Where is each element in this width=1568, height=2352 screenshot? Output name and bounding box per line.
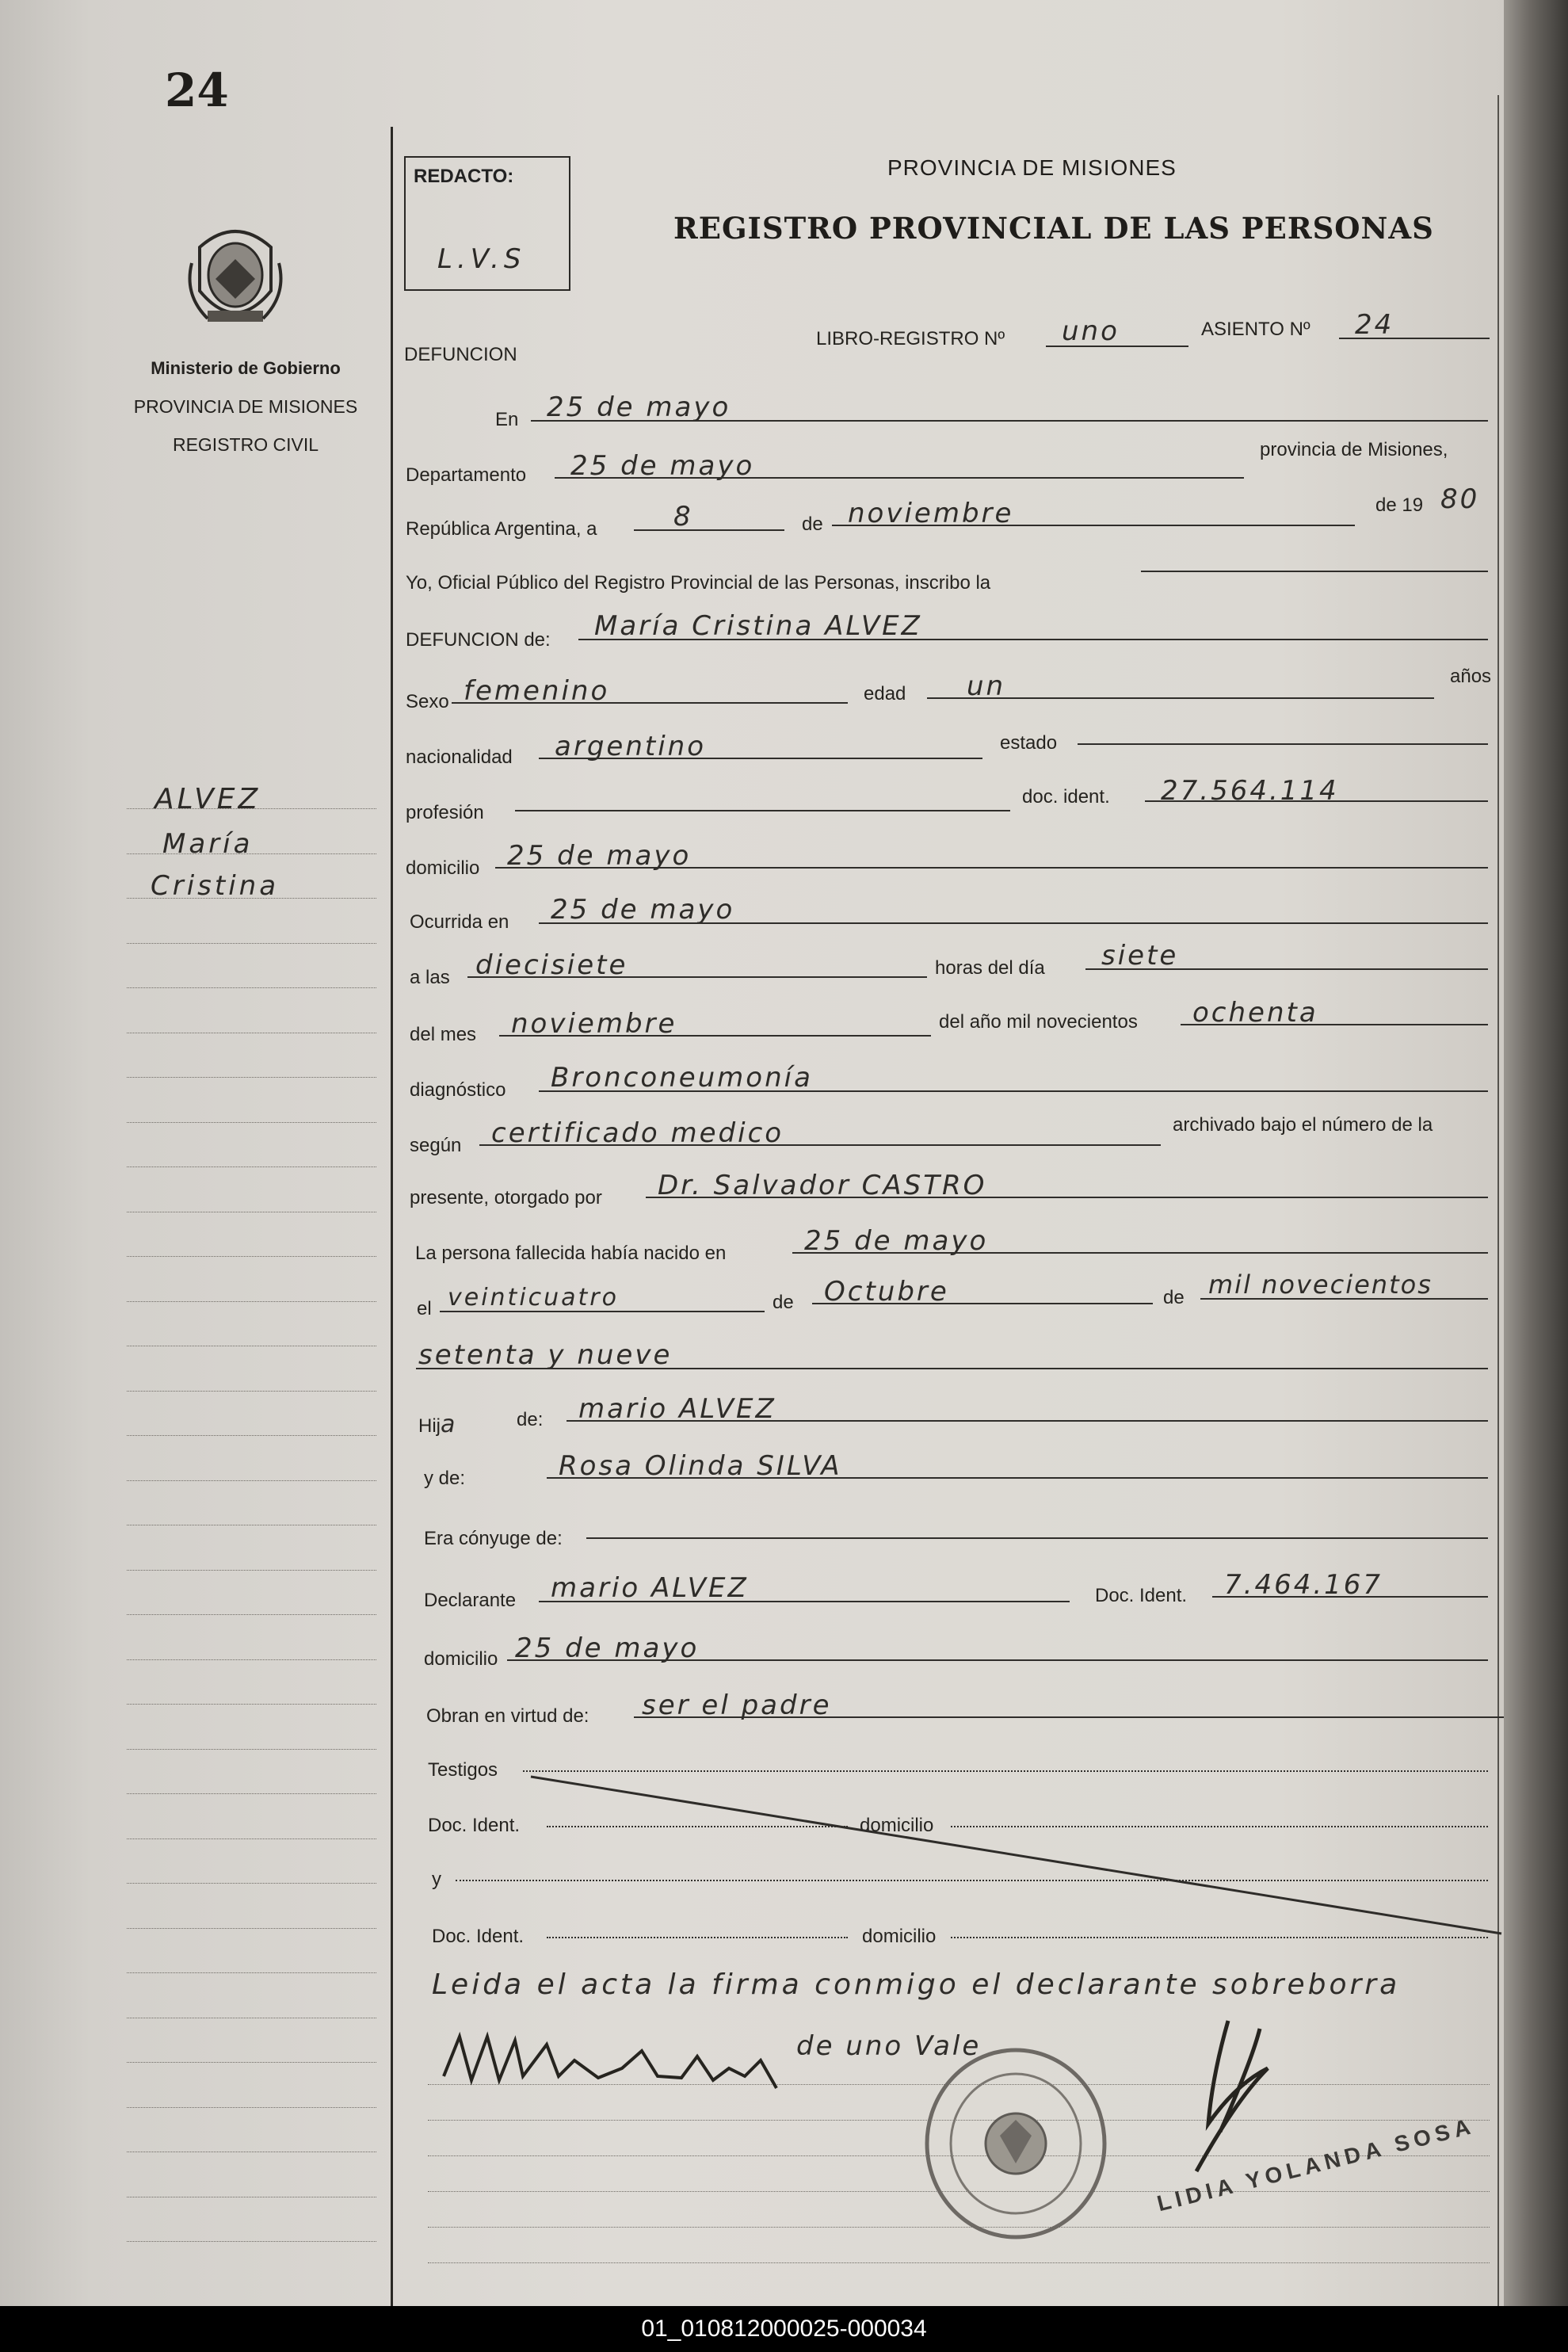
mes-line [832,525,1355,526]
edad-line [927,697,1434,699]
ministry-label: Ministerio de Gobierno [151,358,341,378]
libro-line [1046,346,1188,347]
anio-nac-line [416,1368,1488,1369]
left-column-rule [391,127,393,2306]
domicilio2-value: 25 de mayo [515,1632,700,1664]
domicilio-value: 25 de mayo [507,840,692,872]
domicilio3-label: domicilio [860,1815,934,1836]
sexo-value: femenino [464,675,610,707]
edad-label: edad [864,683,906,704]
doc-line [1145,800,1488,802]
declarante-line [539,1601,1070,1602]
margin-ruled-line [127,1525,376,1526]
registry-label: REGISTRO CIVIL [172,434,319,455]
redacto-box [404,156,570,291]
official-stamp-icon [921,2045,1111,2243]
dia-value: 8 [673,501,693,533]
y-label: y [432,1869,441,1890]
departamento-line [555,477,1244,479]
madre-value: Rosa Olinda SILVA [559,1450,842,1482]
doc-value: 27.564.114 [1161,775,1339,807]
docident2-label: Doc. Ident. [432,1926,525,1947]
redacto-label: REDACTO: [414,166,514,187]
provincia-suffix: provincia de Misiones, [1260,439,1448,460]
diagnostico-value: Bronconeumonía [551,1062,813,1094]
margin-ruled-line [127,1570,376,1571]
anio-mil-line [1181,1024,1488,1025]
margin-ruled-line [127,1391,376,1392]
margin-second-name: Cristina [151,870,280,902]
defuncion-heading: DEFUNCION [404,344,517,365]
defuncion-de-label: DEFUNCION de: [406,629,551,651]
presente-line [646,1197,1488,1198]
margin-ruled-line [127,1928,376,1930]
domicilio4-label: domicilio [862,1926,937,1947]
margin-ruled-line [127,1480,376,1482]
edad-value: un [967,670,1006,702]
form-ruled-line [428,2262,1490,2264]
delmes-value: noviembre [511,1008,677,1040]
page-number: 24 [165,63,229,117]
dia-line [634,529,784,531]
departamento-label: Departamento [406,464,527,486]
horas-line [1085,968,1488,970]
defuncion-de-line [578,639,1488,640]
deceased-name: María Cristina ALVEZ [594,610,922,642]
margin-ruled-line [127,1793,376,1795]
hij-label [418,1411,457,1438]
margin-surname: ALVEZ [155,783,261,815]
redacto-value: L.V.S [437,243,526,275]
anio-value: 80 [1440,483,1480,515]
archivado-label: archivado bajo el número de la [1173,1114,1433,1136]
en-label: En [495,409,519,430]
margin-ruled-line [127,1435,376,1437]
margin-ruled-line [127,2152,376,2153]
margin-ruled-line [127,1749,376,1751]
republica-label: República Argentina, a [406,518,597,540]
segun-value: certificado medico [491,1117,784,1149]
de3-value: mil novecientos [1208,1270,1433,1300]
margin-ruled-line [127,2107,376,2109]
estado-line [1078,743,1488,745]
margin-ruled-line [127,943,376,945]
margin-ruled-line [127,1077,376,1079]
departamento-value: 25 de mayo [570,450,755,482]
diagnostico-label: diagnóstico [410,1079,506,1101]
margin-ruled-line [127,1659,376,1661]
nacido-value: 25 de mayo [804,1225,989,1257]
province-label: PROVINCIA DE MISIONES [133,396,358,417]
declarante-doc-line [1212,1596,1488,1598]
estado-label: estado [1000,732,1058,754]
en-line [531,420,1488,422]
nacionalidad-line [539,758,982,759]
horas-label: horas del día [935,957,1045,979]
hij-prefix: Hij [418,1415,441,1437]
book-edge [1504,0,1568,2306]
asiento-value: 24 [1355,309,1394,341]
mes-value: noviembre [848,498,1014,529]
testigos-strike [523,1767,1504,1957]
margin-ruled-line [127,898,376,899]
margin-ruled-line [127,1838,376,1840]
domicilio2-label: domicilio [424,1648,498,1670]
doc-label: doc. ident. [1022,786,1110,808]
alas-line [467,976,927,978]
margin-ruled-line [127,2062,376,2064]
horas-value: siete [1101,940,1179,972]
oficial-text: Yo, Oficial Público del Registro Provincial de las Personas, inscribo la [406,572,991,594]
anio-label: de 19 [1375,494,1424,516]
margin-first-name: María [162,828,254,860]
asiento-label: ASIENTO Nº [1201,319,1310,340]
libro-label: LIBRO-REGISTRO Nº [816,328,1005,349]
margin-ruled-line [127,1346,376,1347]
obran-value: ser el padre [642,1690,832,1721]
header-province: PROVINCIA DE MISIONES [887,155,1177,180]
de2-line [812,1303,1153,1304]
sexo-label: Sexo [406,691,449,712]
nacionalidad-label: nacionalidad [406,746,513,768]
domicilio-line [495,867,1488,869]
domicilio-label: domicilio [406,857,480,879]
margin-ruled-line [127,2018,376,2019]
el-line [440,1311,765,1312]
oficial-line [1141,571,1488,572]
conyuge-line [586,1537,1488,1539]
diagnostico-line [539,1090,1488,1092]
margin-ruled-line [127,1166,376,1168]
coat-of-arms-icon [184,216,287,334]
segun-line [479,1144,1161,1146]
de3-label: de [1163,1287,1185,1308]
margin-ruled-line [127,1972,376,1974]
signatory-name: LIDIA YOLANDA SOSA [1154,2113,1478,2216]
declarante-doc-value: 7.464.167 [1224,1569,1383,1601]
margin-ruled-line [127,808,376,810]
presente-value: Dr. Salvador CASTRO [658,1170,987,1201]
obran-line [634,1716,1504,1718]
closing-text-2: de uno Vale [796,2030,982,2062]
anios-label: años [1450,666,1492,687]
ocurrida-label: Ocurrida en [410,911,509,933]
hij-suffix: a [441,1411,458,1438]
asiento-line [1339,338,1490,339]
profesion-label: profesión [406,802,484,823]
declarante-doc-label: Doc. Ident. [1095,1585,1188,1606]
alas-label: a las [410,967,450,988]
sexo-line [452,702,848,704]
anio-mil-label: del año mil novecientos [939,1011,1138,1033]
margin-ruled-line [127,987,376,989]
nacionalidad-value: argentino [555,731,706,762]
anio-mil-value: ochenta [1192,997,1318,1029]
declarante-value: mario ALVEZ [551,1572,749,1604]
de-label: de [802,514,823,535]
margin-ruled-line [127,853,376,855]
de2-value: Octubre [824,1276,949,1308]
header-title: REGISTRO PROVINCIAL DE LAS PERSONAS [673,211,1434,246]
docident1-label: Doc. Ident. [428,1815,521,1836]
ocurrida-value: 25 de mayo [551,894,735,926]
margin-ruled-line [127,1256,376,1258]
el-label: el [417,1298,432,1319]
presente-label: presente, otorgado por [410,1187,602,1208]
profesion-line [515,810,1010,811]
domicilio2-line [507,1659,1488,1661]
margin-ruled-line [127,1301,376,1303]
margin-ruled-line [127,2241,376,2243]
yde-label: y de: [424,1468,466,1489]
el-value: veinticuatro [448,1284,619,1312]
en-value: 25 de mayo [547,391,731,423]
declarante-label: Declarante [424,1590,517,1611]
filename-caption: 01_010812000025-000034 [0,2306,1568,2352]
margin-ruled-line [127,1614,376,1616]
margin-ruled-line [127,2197,376,2198]
segun-label: según [410,1135,462,1156]
margin-ruled-line [127,1033,376,1034]
right-border-rule [1497,95,1499,2306]
de3-line [1200,1298,1488,1300]
libro-value: uno [1062,315,1120,347]
madre-line [547,1477,1488,1479]
delmes-line [499,1035,931,1037]
anio-nac-value: setenta y nueve [418,1339,673,1371]
margin-ruled-line [127,1883,376,1884]
ocurrida-line [539,922,1488,924]
alas-value: diecisiete [475,949,628,981]
nacido-line [792,1252,1488,1254]
nacido-label: La persona fallecida había nacido en [415,1243,727,1264]
margin-ruled-line [127,1704,376,1705]
closing-text: Leida el acta la firma conmigo el declarante sobreborra [432,1968,1401,2001]
padre-line [567,1420,1488,1422]
margin-ruled-line [127,1122,376,1124]
padre-value: mario ALVEZ [578,1393,776,1425]
obran-label: Obran en virtud de: [426,1705,589,1727]
testigos-label: Testigos [428,1759,498,1781]
margin-ruled-line [127,1212,376,1213]
mes-label: del mes [410,1024,477,1045]
de2-label: de [773,1292,794,1313]
hij-de-label: de: [517,1409,544,1430]
conyuge-label: Era cónyuge de: [424,1528,563,1549]
